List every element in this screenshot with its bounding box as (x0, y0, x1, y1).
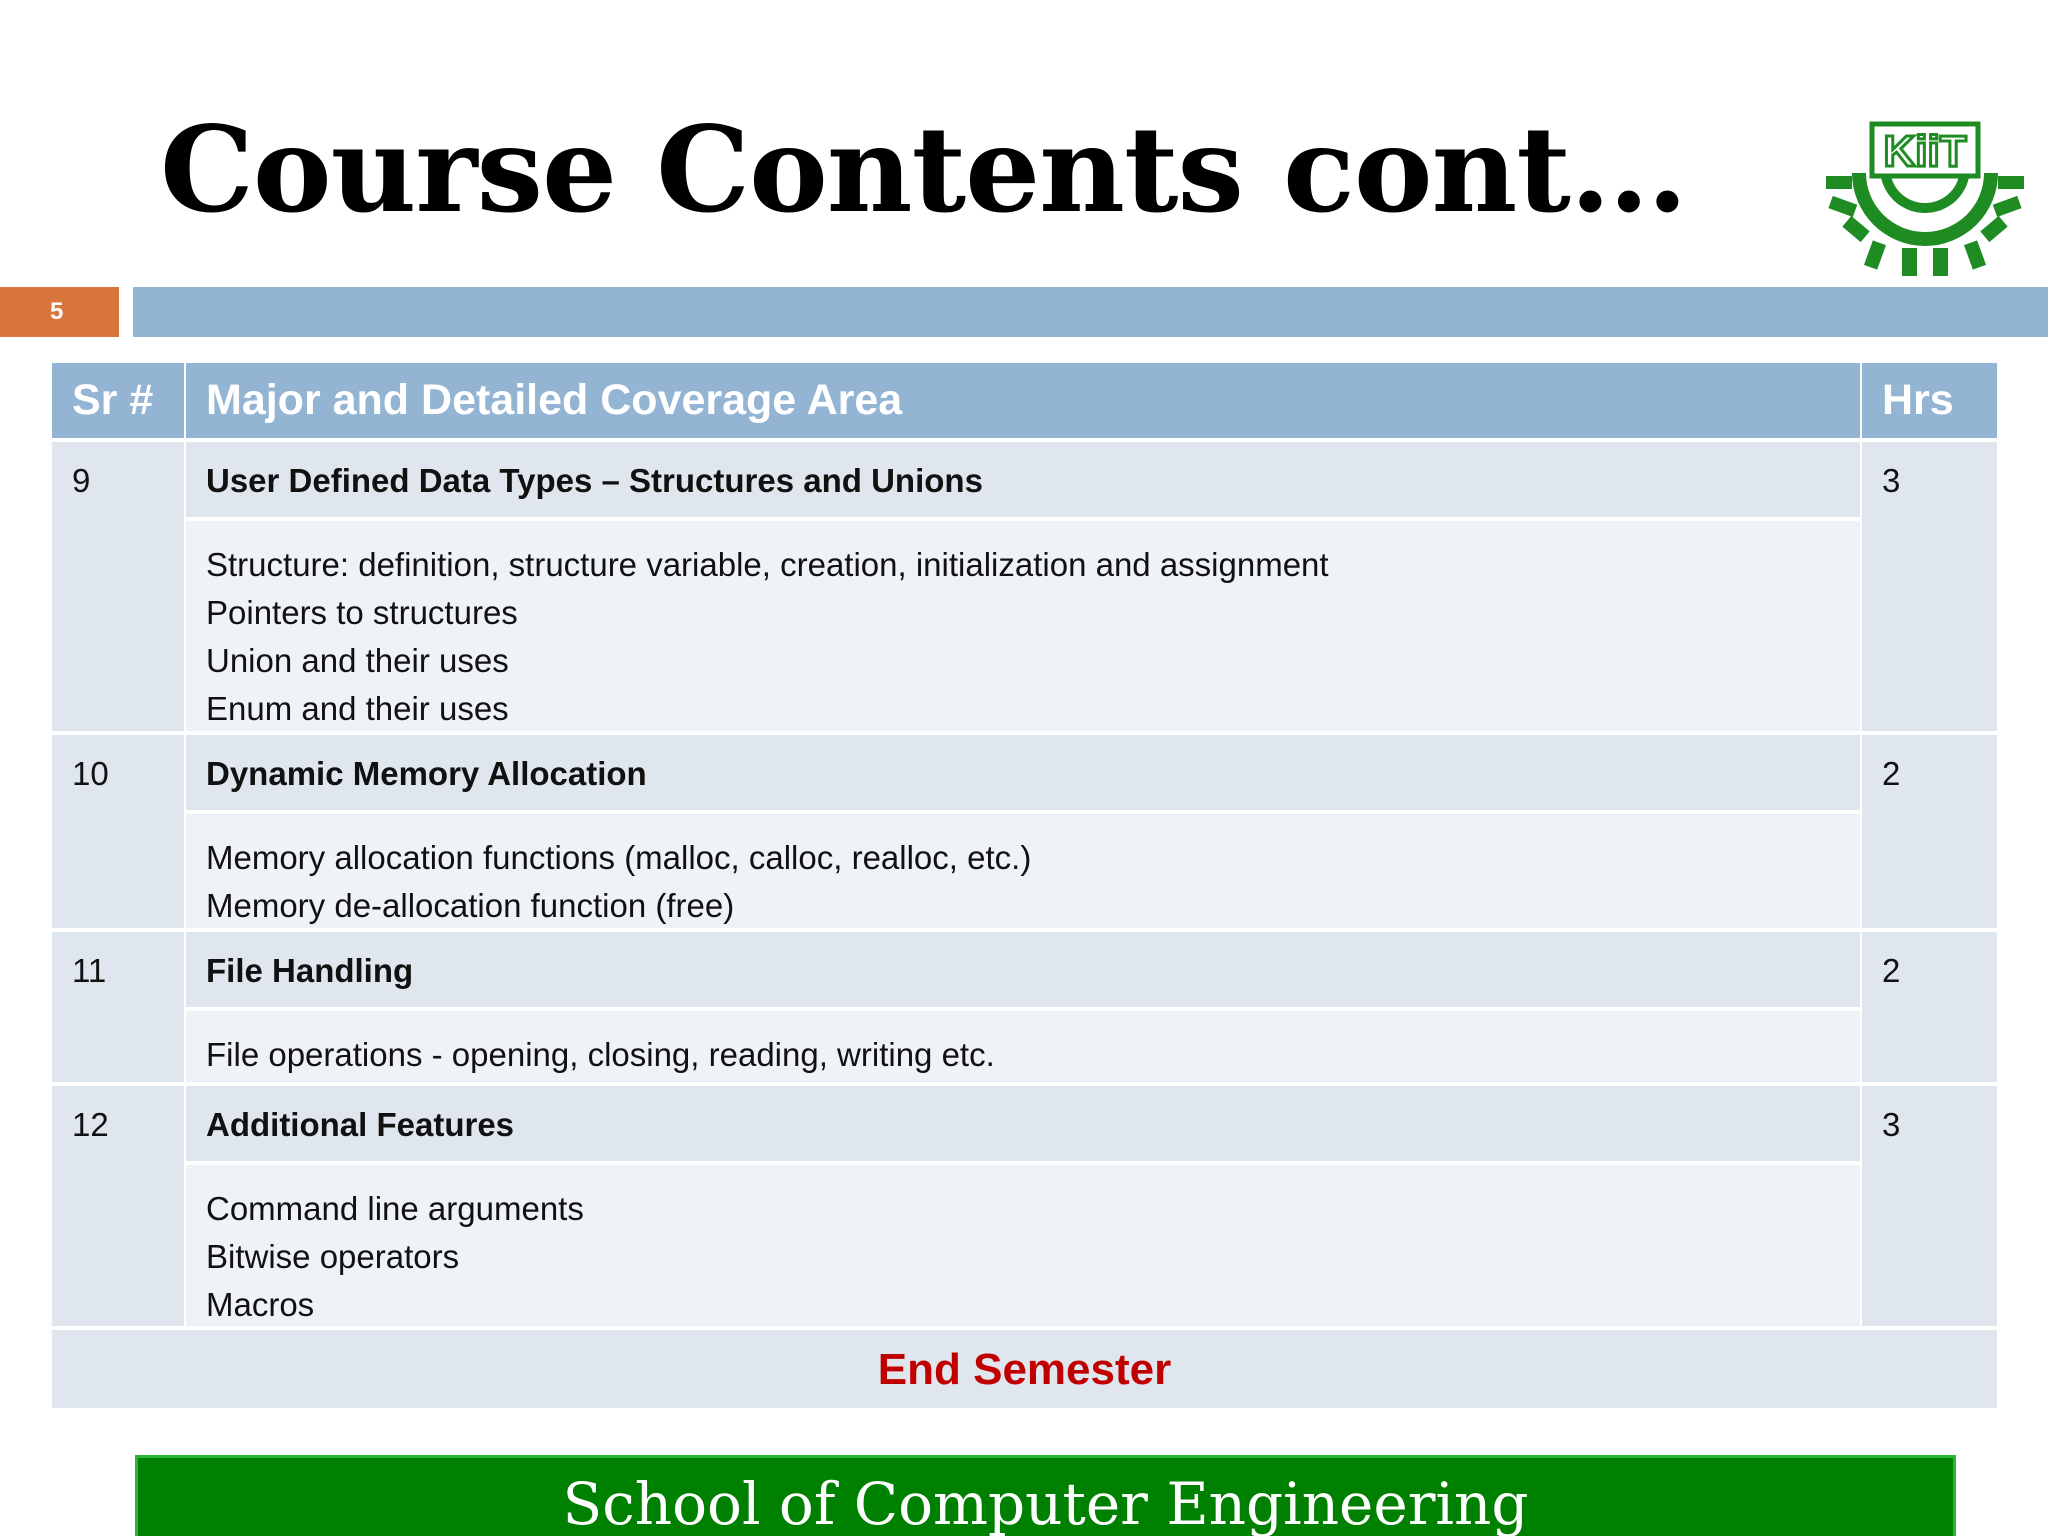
title-divider-bar (133, 287, 2048, 337)
course-contents-table (52, 363, 1997, 1392)
row-sr: 9 (52, 442, 184, 731)
row-details (186, 1011, 1860, 1082)
row-sr: 12 (52, 1086, 184, 1326)
slide-number: 5 (0, 287, 119, 337)
row-topic: Dynamic Memory Allocation (186, 735, 1860, 810)
detail-line: Structure: definition, structure variable, creation, initialization and assignment (206, 546, 1329, 583)
header-sr: Sr # (52, 363, 184, 438)
row-topic: Additional Features (186, 1086, 1860, 1161)
row-topic: User Defined Data Types – Structures and Unions (186, 442, 1860, 517)
row-topic: File Handling (186, 932, 1860, 1007)
row-hrs: 2 (1862, 932, 1997, 1082)
row-details (186, 521, 1860, 731)
row-sr: 11 (52, 932, 184, 1082)
detail-line: File operations - opening, closing, reading, writing etc. (206, 1036, 995, 1073)
kiit-logo (1822, 118, 2028, 278)
slide-title: Course Contents cont… (160, 100, 1687, 239)
detail-line: Bitwise operators (206, 1238, 460, 1275)
header-area: Major and Detailed Coverage Area (186, 363, 1860, 438)
header-hrs: Hrs (1862, 363, 1997, 438)
row-details (186, 814, 1860, 928)
row-hrs: 3 (1862, 1086, 1997, 1326)
detail-line: Pointers to structures (206, 594, 518, 631)
detail-line: Enum and their uses (206, 690, 509, 727)
detail-line: Macros (206, 1286, 315, 1323)
row-hrs: 2 (1862, 735, 1997, 928)
footer-banner: School of Computer Engineering (135, 1455, 1956, 1536)
row-details (186, 1165, 1860, 1326)
detail-line: Union and their uses (206, 642, 509, 679)
detail-line: Memory de-allocation function (free) (206, 887, 735, 924)
logo-text: KiiT (1883, 127, 1967, 176)
end-semester-label: End Semester (52, 1330, 1997, 1408)
detail-line: Memory allocation functions (malloc, calloc, realloc, etc.) (206, 839, 1032, 876)
row-sr: 10 (52, 735, 184, 928)
detail-line: Command line arguments (206, 1190, 584, 1227)
row-hrs: 3 (1862, 442, 1997, 731)
